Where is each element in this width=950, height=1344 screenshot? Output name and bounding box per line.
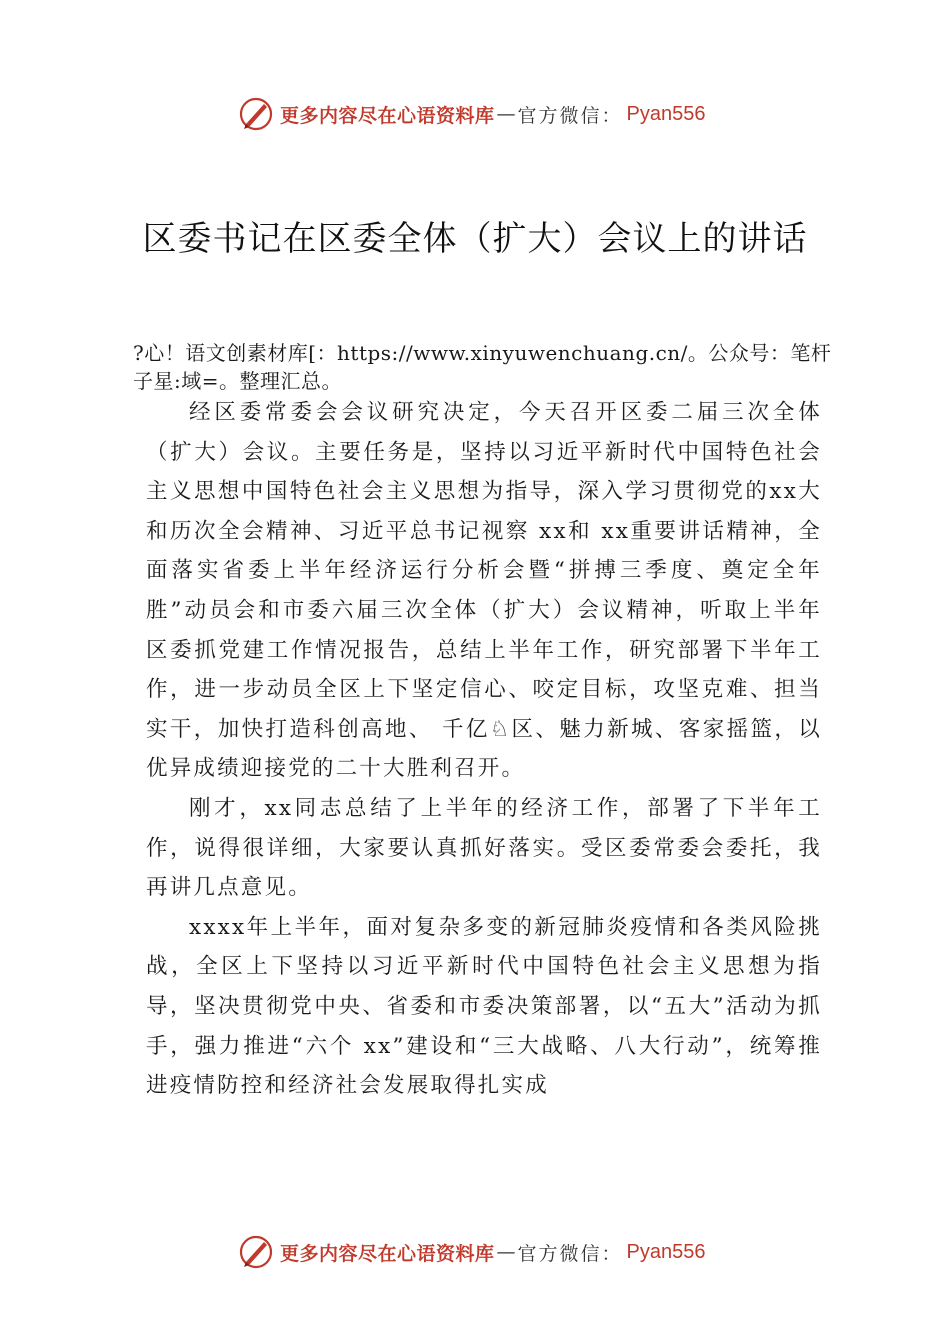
banner-brand-text: 更多内容尽在心语资料库	[280, 1242, 495, 1265]
document-body	[146, 393, 822, 1106]
banner-separator: —	[496, 1241, 516, 1263]
paragraph: xxxx年上半年，面对复杂多变的新冠肺炎疫情和各类风险挑战，全区上下坚持以习近平新时代中国特色社会主义思想为指导，坚决贯彻党中央、省委和市委决策部署，以“五大”活动为抓手，强力推进“六个 xx”建设和“三大战略、八大行动”，统筹推进疫情防控和经济社会发展取得扎实成	[146, 914, 822, 1099]
pen-logo-icon	[238, 1234, 274, 1270]
banner-label: 官方微信：	[517, 1242, 623, 1265]
header-banner	[238, 94, 738, 134]
banner-label: 官方微信：	[517, 104, 623, 127]
banner-wechat-id: Pyan556	[626, 102, 706, 125]
paragraph: 经区委常委会会议研究决定，今天召开区委二届三次全体（扩大）会议。主要任务是，坚持以习近平新时代中国特色社会主义思想中国特色社会主义思想为指导，深入学习贯彻党的xx大和历次全会精神、习近平总书记视察 xx和 xx重要讲话精神，全面落实省委上半年经济运行分析会暨“拼搏三季度、奠定全年胜”动员会和市委六届三次全体（扩大）会议精神，听取上半年区委抓党建工作情况报告，总结上半年工作，研究部署下半年工作，进一步动员全区上下坚定信心、咬定目标，攻坚克难、担当实干，加快打造科创高地、 千亿♘区、魅力新城、客家摇篮，以优异成绩迎接党的二十大胜利召开。	[146, 400, 822, 782]
footer-banner	[238, 1232, 738, 1272]
source-note: ?心！语文创素材库[：https://www.xinyuwenchuang.cn/。公众号：笔杆子星:域=。整理汇总。	[133, 341, 832, 393]
banner-brand-text: 更多内容尽在心语资料库	[280, 104, 495, 127]
banner-separator: —	[496, 103, 516, 125]
pen-logo-icon	[238, 96, 274, 132]
banner-wechat-id: Pyan556	[626, 1240, 706, 1263]
paragraph: 刚才，xx同志总结了上半年的经济工作，部署了下半年工作，说得很详细，大家要认真抓好落实。受区委常委会委托，我再讲几点意见。	[146, 795, 822, 901]
document-title: 区委书记在区委全体（扩大）会议上的讲话	[142, 219, 808, 259]
